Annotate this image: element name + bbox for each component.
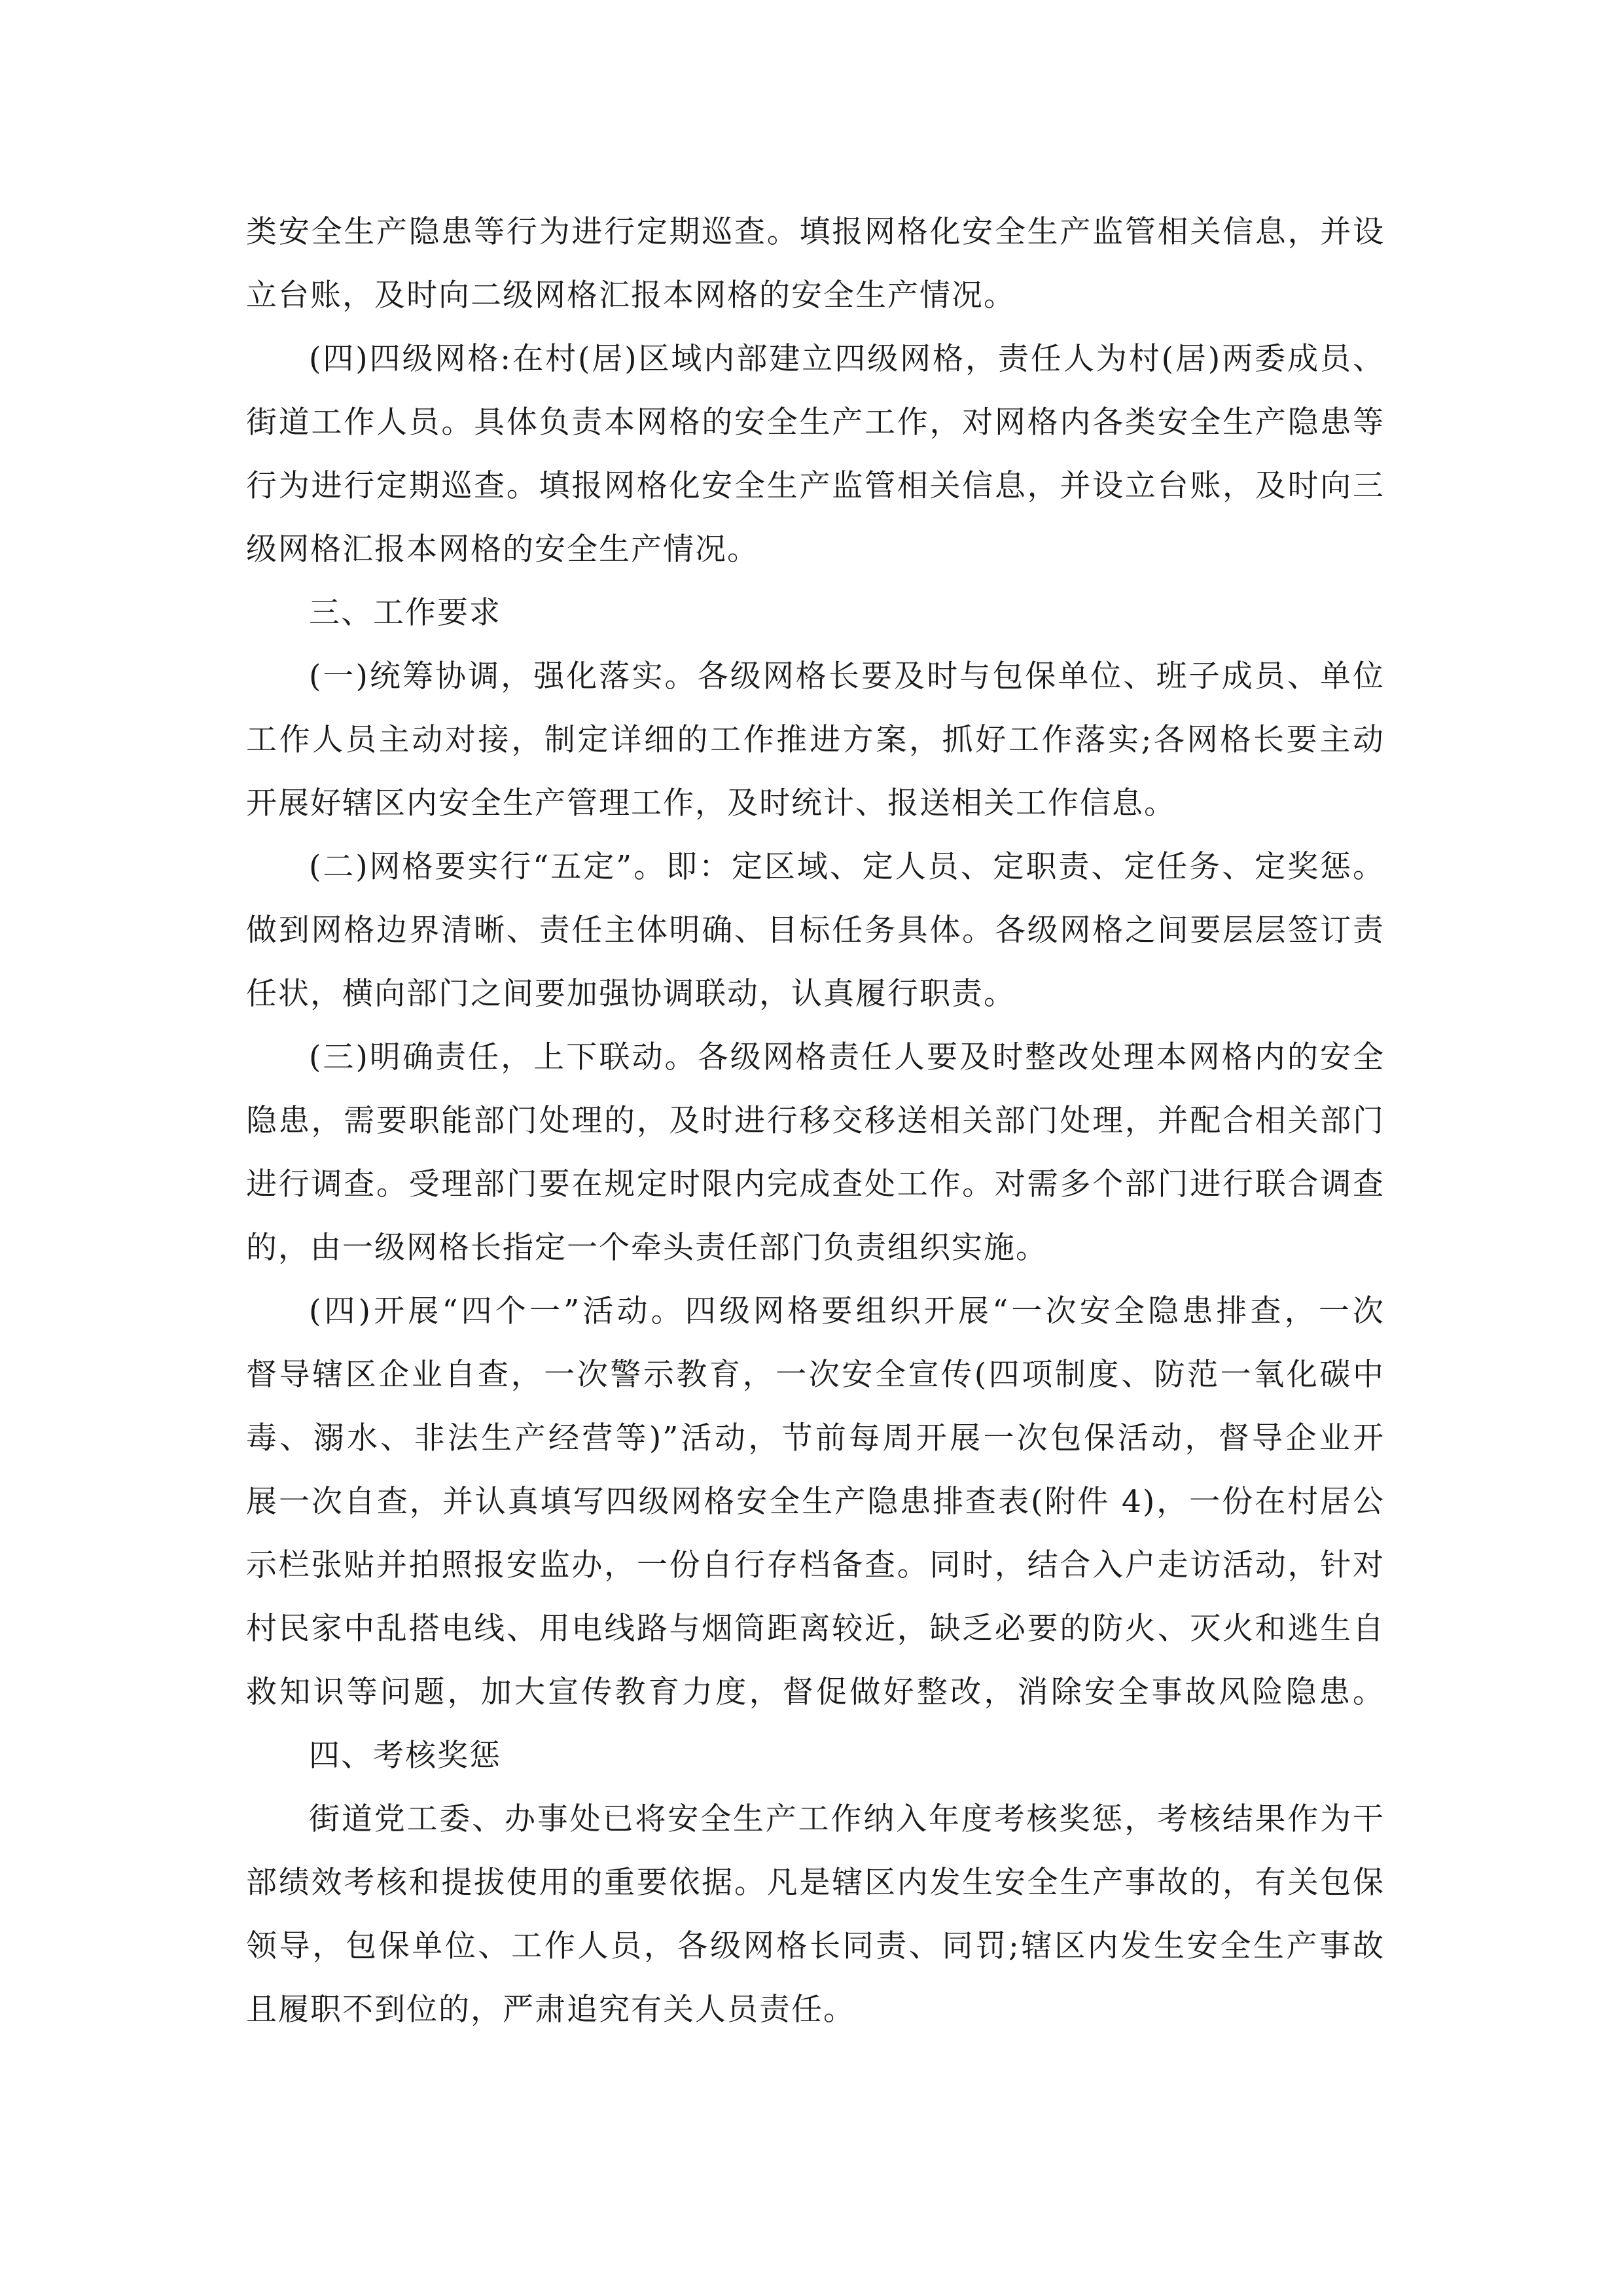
- text-line: 救知识等问题，加大宣传教育力度，督促做好整改，消除安全事故风险隐患。: [246, 1674, 1385, 1710]
- text-line: 进行调查。受理部门要在规定时限内完成查处工作。对需多个部门进行联合调查: [246, 1166, 1385, 1202]
- text-line: 做到网格边界清晰、责任主体明确、目标任务具体。各级网格之间要层层签订责: [246, 912, 1385, 948]
- text-line: 工作人员主动对接，制定详细的工作推进方案，抓好工作落实;各网格长要主动: [246, 722, 1385, 758]
- text-line: 领导，包保单位、工作人员，各级网格长同责、同罚;辖区内发生安全生产事故: [246, 1928, 1385, 1964]
- text-line: 村民家中乱搭电线、用电线路与烟筒距离较近，缺乏必要的防火、灭火和逃生自: [246, 1611, 1385, 1647]
- text-line: 街道工作人员。具体负责本网格的安全生产工作，对网格内各类安全生产隐患等: [246, 404, 1385, 440]
- text-line: 开展好辖区内安全生产管理工作，及时统计、报送相关工作信息。: [246, 785, 1176, 821]
- section-heading: 四、考核奖惩: [309, 1738, 501, 1774]
- text-line: 展一次自查，并认真填写四级网格安全生产隐患排查表(附件 4)，一份在村居公: [246, 1484, 1385, 1520]
- text-line: 立台账，及时向二级网格汇报本网格的安全生产情况。: [246, 278, 1016, 314]
- text-line: (四)开展“四个一”活动。四级网格要组织开展“一次安全隐患排查，一次: [309, 1293, 1385, 1329]
- text-line: 行为进行定期巡查。填报网格化安全生产监管相关信息，并设立台账，及时向三: [246, 468, 1385, 504]
- text-line: 毒、溺水、非法生产经营等)”活动，节前每周开展一次包保活动，督导企业开: [246, 1420, 1385, 1456]
- text-line: 类安全生产隐患等行为进行定期巡查。填报网格化安全生产监管相关信息，并设: [246, 214, 1385, 250]
- text-line: 级网格汇报本网格的安全生产情况。: [246, 531, 759, 567]
- text-line: 街道党工委、办事处已将安全生产工作纳入年度考核奖惩，考核结果作为干: [309, 1801, 1385, 1837]
- text-line: (四)四级网格:在村(居)区域内部建立四级网格，责任人为村(居)两委成员、: [309, 341, 1385, 377]
- text-line: 部绩效考核和提拔使用的重要依据。凡是辖区内发生安全生产事故的，有关包保: [246, 1865, 1385, 1901]
- text-line: 任状，横向部门之间要加强协调联动，认真履行职责。: [246, 976, 1016, 1012]
- section-heading: 三、工作要求: [309, 595, 501, 631]
- text-line: 的，由一级网格长指定一个牵头责任部门负责组织实施。: [246, 1230, 1048, 1266]
- text-line: 督导辖区企业自查，一次警示教育，一次安全宣传(四项制度、防范一氧化碳中: [246, 1357, 1385, 1393]
- text-line: (一)统筹协调，强化落实。各级网格长要及时与包保单位、班子成员、单位: [309, 658, 1385, 694]
- text-line: 示栏张贴并拍照报安监办，一份自行存档备查。同时，结合入户走访活动，针对: [246, 1547, 1385, 1583]
- text-line: 且履职不到位的，严肃追究有关人员责任。: [246, 1992, 855, 2028]
- text-line: (三)明确责任，上下联动。各级网格责任人要及时整改处理本网格内的安全: [309, 1039, 1385, 1075]
- text-line: 隐患，需要职能部门处理的，及时进行移交移送相关部门处理，并配合相关部门: [246, 1103, 1385, 1139]
- text-line: (二)网格要实行“五定”。即：定区域、定人员、定职责、定任务、定奖惩。: [309, 849, 1385, 885]
